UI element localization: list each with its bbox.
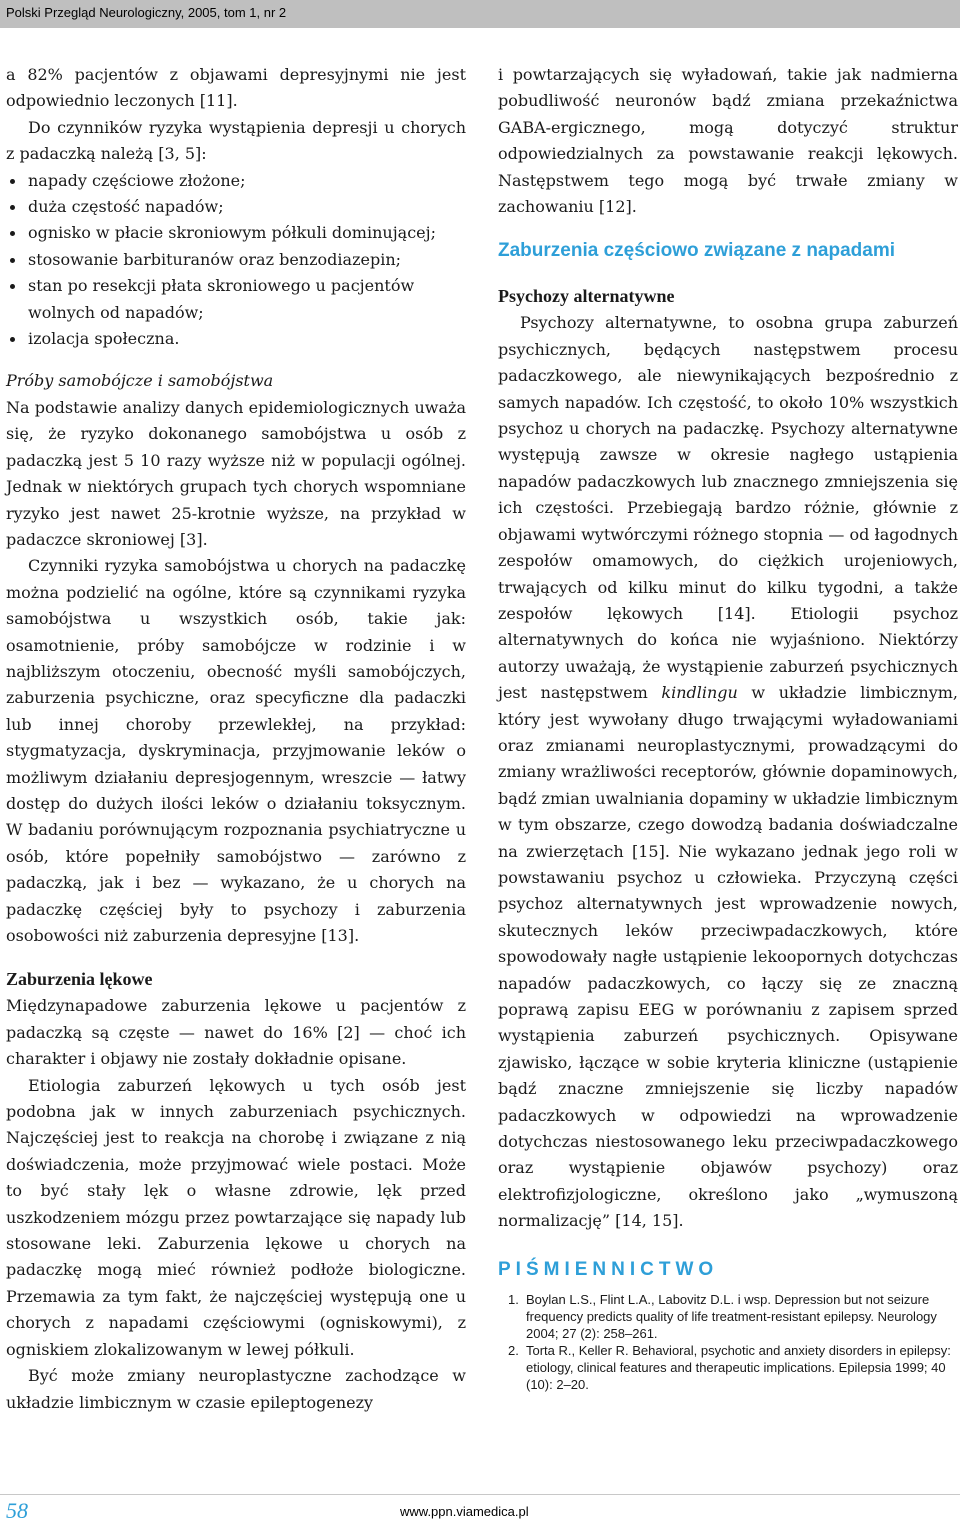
- psychosis-paragraph: Psychozy alternatywne, to osobna grupa zaburzeń psychicznych, będących następstwem procesu padaczkowego, ale niewynikających bezpośrednio z samych napadów. Ich częstość, to około 10% wszystkich psychoz u chorych na padaczkę. Psychozy alternatywne występują zawsze w okresie nagłego ustąpienia napadów padaczkowych lub znacznego zmniejszenia się ich częstości. Przebiegają bardzo różnie, głównie z objawami wytwórczymi różnego stopnia — od łagodnych zespołów omamowych, do ciężkich urojeniowych, trwających od kilku minut do kilku tygodni, a także zespołów lękowych [14]. Etiologii psychoz alternatywnych do końca nie wyjaśniono. Niektórzy autorzy uważają, że wystąpienie zaburzeń psychicznych jest następstwem kindlingu w układzie limbicznym, który jest wywołany długo trwającymi wyładowaniami oraz zmianami neuroplastycznymi, prowadzącymi do zmiany wrażliwości receptorów, głównie dopaminowych, bądź zmian uwalniania dopaminy w układzie limbicznym w tym obszarze, czego dowodzą badania doświadczalne na zwierzętach [15]. Nie wykazano jednak jego roli w powstawaniu psychoz u człowieka. Przyczyną części psychoz alternatywnych jest wprowadzenie nowych, skutecznych leków przeciwpadaczkowych, które spowodowały nagłe ustąpienie lekoopornych dotychczas napadów padaczkowych, co łączy się ze znaczną poprawą zapisu EEG w porównaniu z zapisem sprzed wystąpienia zaburzeń psychicznych. Opisywane zjawisko, łączące w sobie kryteria kliniczne (ustąpienie bądź znaczne zmniejszenie się liczby napadów padaczkowych w odpowiedzi na wprowadzenie dotychczas niestosowanego leku przeciwpadaczkowego oraz wystąpienie objawów psychozy) oraz elektrofizjologiczne, określono jako „wymuszoną normalizację” [14, 15].: [498, 313, 958, 1231]
- suicide-paragraph-1: Na podstawie analizy danych epidemiologicznych uważa się, że ryzyko dokonanego samobójstwa u osób z padaczką jest 5 10 razy wyższe niż w populacji ogólnej. Jednak w niektórych grupach tych chorych wspomniane ryzyko jest nawet 25-krotnie wyższe, na przykład w padaczce skroniowej [3].: [6, 397, 466, 549]
- psychosis-heading: Psychozy alternatywne: [498, 286, 675, 307]
- references-title: PIŚMIENNICTWO: [498, 1258, 719, 1280]
- running-header: [0, 0, 960, 28]
- suicide-heading: Próby samobójcze i samobójstwa: [6, 371, 274, 391]
- risk-factors-intro: Do czynników ryzyka wystąpienia depresji u chorych z padaczką należą [3, 5]:: [6, 117, 466, 164]
- footer-url: www.ppn.viamedica.pl: [400, 1504, 529, 1519]
- list-item: stan po resekcji płata skroniowego u pacjentów wolnych od napadów;: [6, 273, 466, 326]
- anxiety-paragraph-3: Być może zmiany neuroplastyczne zachodzące w układzie limbicznym w czasie epileptogenezy: [6, 1366, 466, 1412]
- anxiety-heading: Zaburzenia lękowe: [6, 969, 153, 990]
- anxiety-paragraph-2: Etiologia zaburzeń lękowych u tych osób jest podobna jak w innych zaburzeniach psychicznych. Najczęściej jest to reakcja na chorobę i związane z nią doświadczenia, może przyjmować wiele postaci. Może to być stały lęk o własne zdrowie, lęk przed uszkodzeniem mózgu przez powtarzające się napady lub stosowane leki. Zaburzenia lękowe u chorych na padaczkę mogą mieć również podłoże biologiczne. Przemawia za tym fakt, że najczęściej występują one u chorych z napadami częściowymi (ogniskowymi), z ogniskiem zlokalizowanym w lewej półkuli.: [6, 1075, 466, 1359]
- bullet-icon: [10, 205, 15, 210]
- bullet-icon: [10, 284, 15, 289]
- left-column: [6, 62, 466, 1416]
- right-column: [498, 62, 958, 1393]
- journal-title: Polski Przegląd Neurologiczny, 2005, tom 1, nr 2: [6, 5, 287, 20]
- kindling-term: kindlingu: [661, 683, 738, 703]
- list-item: stosowanie barbituranów oraz benzodiazepin;: [6, 247, 466, 273]
- reference-item: 1. Boylan L.S., Flint L.A., Labovitz D.L. i wsp. Depression but not seizure frequency predicts quality of life treatment-resistant epilepsy. Neurology 2004; 27 (2): 258–261.: [508, 1292, 937, 1342]
- list-item: izolacja społeczna.: [6, 326, 466, 352]
- references-list: [498, 1291, 958, 1393]
- bullet-icon: [10, 258, 15, 263]
- reference-item: 2. Torta R., Keller R. Behavioral, psychotic and anxiety disorders in epilepsy: etiology, clinical features and therapeutic implications. Epilepsia 1999; 40 (10): 2–20.: [508, 1343, 951, 1393]
- suicide-paragraph-2: Czynniki ryzyka samobójstwa u chorych na padaczkę można podzielić na ogólne, które są czynnikami ryzyka samobójstwa u wszystkich osób, takie jak: osamotnienie, próby samobójcze w rodzinie i w najbliższym otoczeniu, obecność myśli samobójczych, zaburzenia psychiczne, oraz specyficzne dla padaczki lub innej choroby przewlekłej, na przykład: stygmatyzacja, dyskryminacja, przyjmowanie leków o możliwym działaniu depresjogennym, wreszcie — łatwy dostęp do dużych ilości leków o działaniu toksycznym. W badaniu porównującym rozpoznania psychiatryczne u osób, które popełniły samobójstwo — zarówno z padaczką, jak i bez — wykazano, że u chorych na padaczkę częściej były to psychozy i zaburzenia osobowości niż zaburzenia depresyjne [13].: [6, 556, 466, 945]
- footer-divider: [0, 1494, 960, 1495]
- section-heading: Zaburzenia częściowo związane z napadami: [498, 240, 896, 262]
- intro-paragraph: a 82% pacjentów z objawami depresyjnymi nie jest odpowiednio leczonych [11].: [6, 65, 466, 111]
- bullet-icon: [10, 179, 15, 184]
- page-number: 58: [6, 1498, 28, 1523]
- list-item: napady częściowe złożone;: [6, 168, 466, 194]
- bullet-icon: [10, 337, 15, 342]
- anxiety-paragraph-1: Międzynapadowe zaburzenia lękowe u pacjentów z padaczką są częste — nawet do 16% [2] — choć ich charakter i objawy nie zostały dokładnie opisane.: [6, 996, 466, 1069]
- continuation-paragraph: i powtarzających się wyładowań, takie jak nadmierna pobudliwość neuronów bądź zmiana przekaźnictwa GABA-ergicznego, mogą dotyczyć struktur odpowiedzialnych za powstawanie reakcji lękowych. Następstwem tego mogą być trwałe zmiany w zachowaniu [12].: [498, 65, 958, 217]
- list-item: duża częstość napadów;: [6, 194, 466, 220]
- risk-factors-list: [6, 168, 466, 353]
- bullet-icon: [10, 231, 15, 236]
- list-item: ognisko w płacie skroniowym półkuli dominującej;: [6, 220, 466, 246]
